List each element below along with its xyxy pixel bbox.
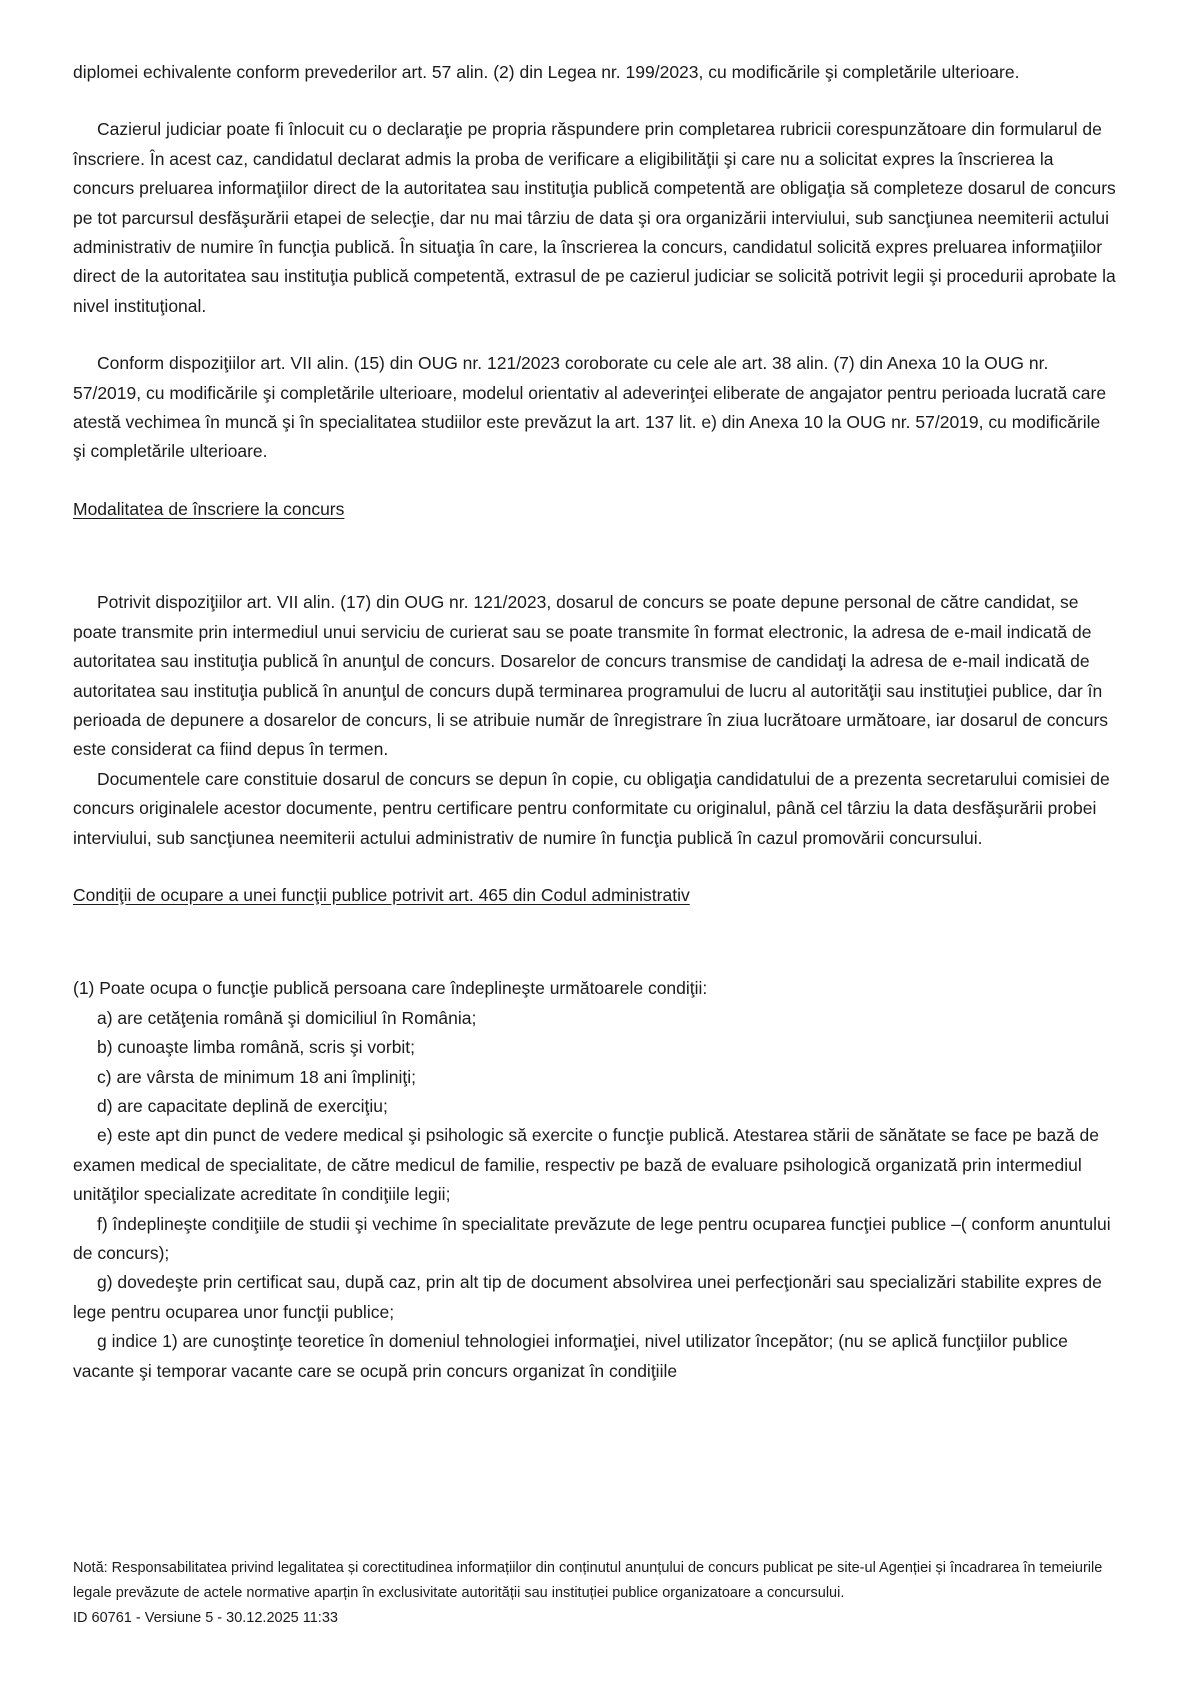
- paragraph: Potrivit dispoziţiilor art. VII alin. (17) din OUG nr. 121/2023, dosarul de concurs se poate depune personal de către candidat, se poate transmite prin intermediul unui serviciu de curierat sau se poate transmite în format electronic, la adresa de e-mail indicată de autoritatea sau instituţia publică în anunţul de concurs. Dosarelor de concurs transmise de candidaţi la adresa de e-mail indicată de autoritatea sau instituţia publică în anunţul de concurs după terminarea programului de lucru al autorităţii sau instituţiei publice, dar în perioada de depunere a dosarelor de concurs, li se atribuie număr de înregistrare în ziua lucrătoare următoare, iar dosarul de concurs este considerat ca fiind depus în termen.: [73, 592, 1109, 760]
- list-item: b) cunoaşte limba română, scris şi vorbit;: [97, 1037, 416, 1058]
- document-body: [73, 58, 1117, 1386]
- paragraph: Documentele care constituie dosarul de concurs se depun în copie, cu obligaţia candidatului de a prezenta secretarului comisiei de concurs originalele acestor documente, pentru certificare pentru conformitate cu originalul, până cel târziu la data desfăşurării probei interviului, sub sancţiunea neemiterii actului administrativ de numire în funcţia publică în cazul promovării concursului.: [73, 768, 1110, 848]
- list-item: c) are vârsta de minimum 18 ani împliniţi;: [97, 1066, 416, 1087]
- paragraph: Cazierul judiciar poate fi înlocuit cu o declaraţie pe propria răspundere prin completarea rubricii corespunzătoare din formularul de înscriere. În acest caz, candidatul declarat admis la proba de verificare a eligibilităţii şi care nu a solicitat expres la înscrierea la concurs preluarea informaţiilor direct de la autoritatea sau instituţia publică competentă are obligaţia să completeze dosarul de concurs pe tot parcursul desfăşurării etapei de selecţie, dar nu mai târziu de data şi ora organizării interviului, sub sancţiunea neemiterii actului administrativ de numire în funcţia publică. În situaţia în care, la înscrierea la concurs, candidatul solicită expres preluarea informaţiilor direct de la autoritatea sau instituţia publică competentă, extrasul de pe cazierul judiciar se solicită potrivit legii şi procedurii aprobate la nivel instituţional.: [73, 119, 1116, 316]
- list-item: a) are cetăţenia română şi domiciliul în România;: [97, 1007, 477, 1028]
- paragraph: diplomei echivalente conform prevederilor art. 57 alin. (2) din Legea nr. 199/2023, cu modificările şi completările ulterioare.: [73, 62, 1020, 82]
- list-item: g indice 1) are cunoştinţe teoretice în domeniul tehnologiei informaţiei, nivel utilizator începător; (nu se aplică funcţiilor publice vacante şi temporar vacante care se ocupă prin concurs organizat în condiţiile: [73, 1331, 1068, 1381]
- section-heading: Condiţii de ocupare a unei funcţii publice potrivit art. 465 din Codul administrativ: [73, 884, 690, 905]
- paragraph: (1) Poate ocupa o funcţie publică persoana care îndeplineşte următoarele condiţii:: [73, 978, 708, 999]
- section-heading: Modalitatea de înscriere la concurs: [73, 498, 345, 519]
- list-item: e) este apt din punct de vedere medical şi psihologic să exercite o funcţie publică. Atestarea stării de sănătate se face pe bază de examen medical de specialitate, de către medicul de familie, respectiv pe bază de evaluare psihologică organizată prin intermediul unităţilor specializate acreditate în condiţiile legii;: [73, 1125, 1099, 1205]
- page-footer: [73, 1556, 1117, 1631]
- list-item: d) are capacitate deplină de exerciţiu;: [97, 1095, 388, 1116]
- footer-note: Notă: Responsabilitatea privind legalitatea și corectitudinea informațiilor din conținutul anunțului de concurs publicat pe site-ul Agenției și încadrarea în temeiurile legale prevăzute de actele normative aparțin în exclusivitate autorității sau instituției publice organizatoare a concursului.: [73, 1560, 1103, 1601]
- footer-version-id: ID 60761 - Versiune 5 - 30.12.2025 11:33: [73, 1610, 338, 1626]
- list-item: f) îndeplineşte condiţiile de studii şi vechime în specialitate prevăzute de lege pentru ocuparea funcţiei publice –( conform anuntului de concurs);: [73, 1213, 1111, 1263]
- paragraph: Conform dispoziţiilor art. VII alin. (15) din OUG nr. 121/2023 coroborate cu cele ale art. 38 alin. (7) din Anexa 10 la OUG nr. 57/2019, cu modificările şi completările ulterioare, modelul orientativ al adeverinţei eliberate de angajator pentru perioada lucrată care atestă vechimea în muncă şi în specialitatea studiilor este prevăzut la art. 137 lit. e) din Anexa 10 la OUG nr. 57/2019, cu modificările şi completările ulterioare.: [73, 353, 1107, 462]
- list-item: g) dovedeşte prin certificat sau, după caz, prin alt tip de document absolvirea unei perfecţionări sau specializări stabilite expres de lege pentru ocuparea unor funcţii publice;: [73, 1272, 1102, 1322]
